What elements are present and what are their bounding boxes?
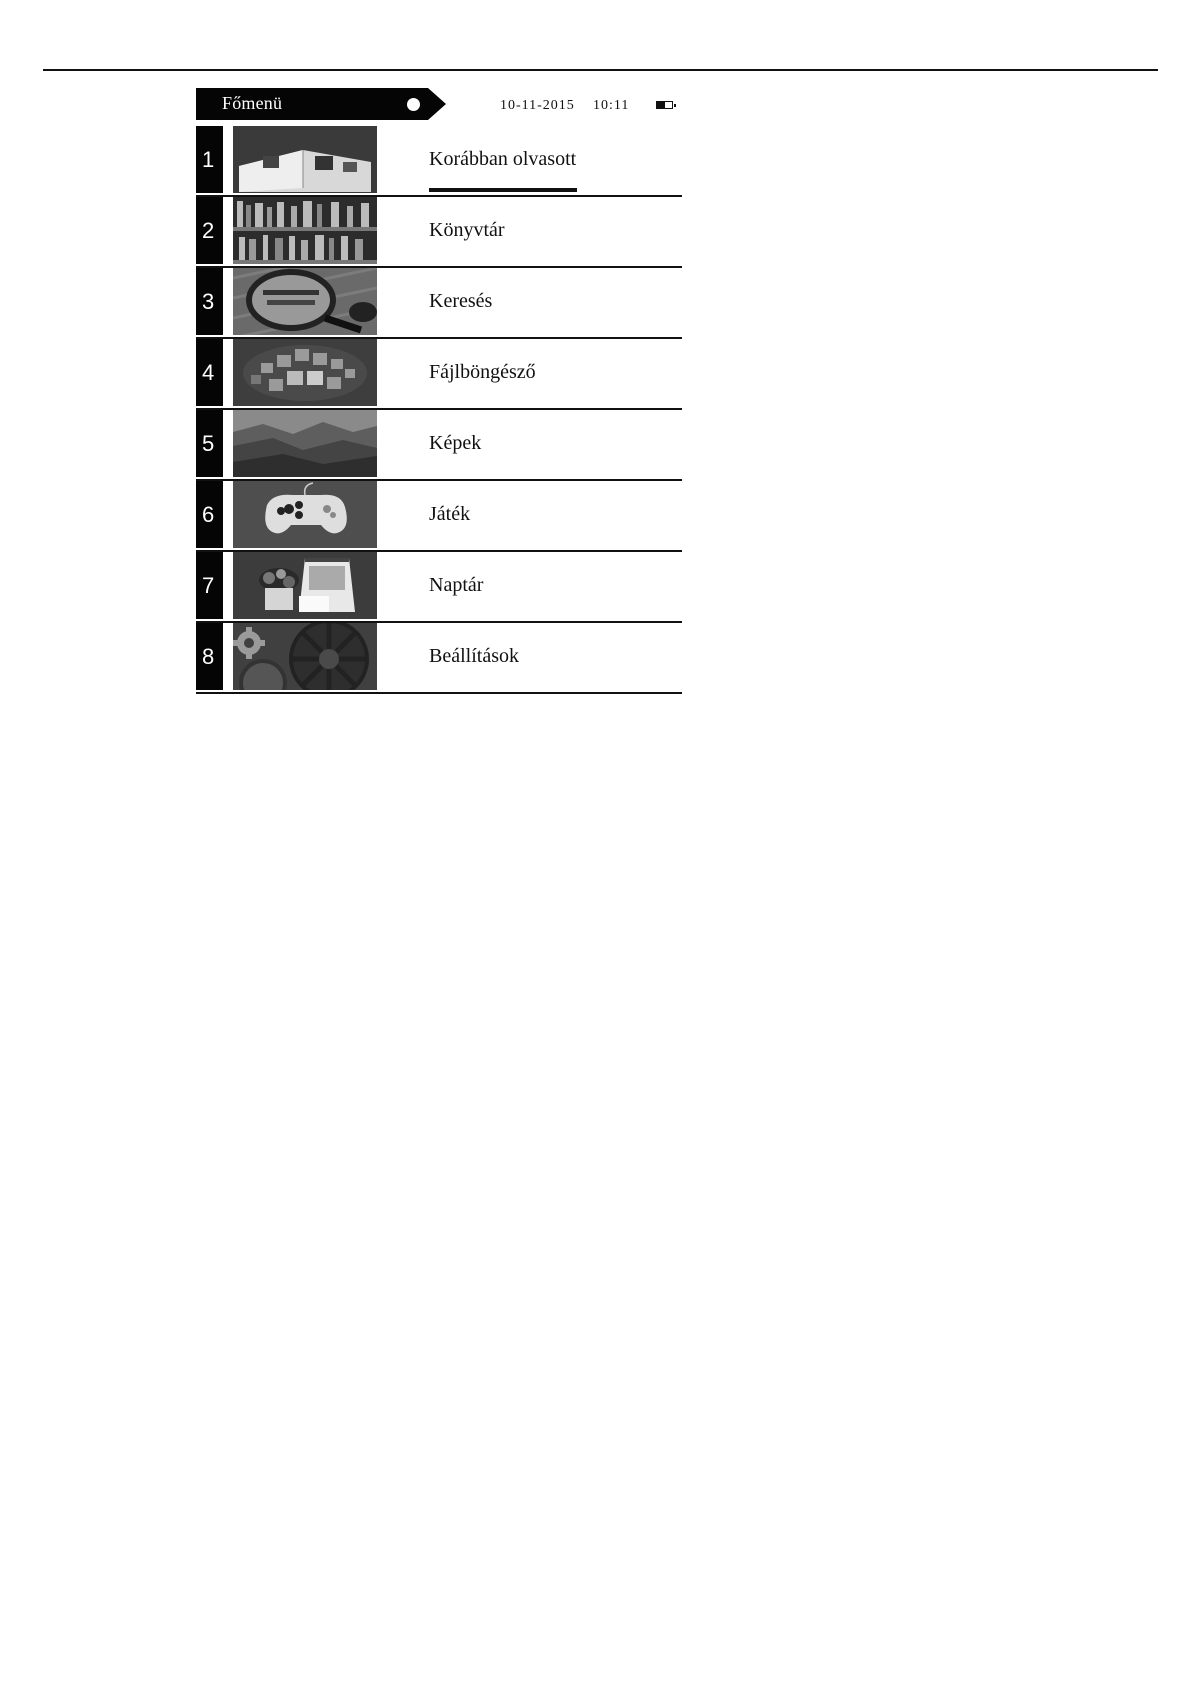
battery-nub [674,104,677,107]
menu-item-label: Fájlböngésző [429,361,536,383]
battery-fill [657,102,665,108]
page-top-rule [43,69,1158,71]
menu-item-settings[interactable] [196,623,682,694]
gamepad-icon [233,481,377,548]
open-book-icon [233,126,377,193]
calendar-icon [233,552,377,619]
menu-item-number: 1 [196,126,223,193]
menu-item-file-browser[interactable] [196,339,682,410]
status-dot-icon [407,98,420,111]
main-menu [196,126,682,694]
file-tiles-icon [233,339,377,406]
menu-item-label: Játék [429,503,471,525]
menu-item-label: Képek [429,432,482,454]
menu-item-label: Könyvtár [429,219,505,241]
menu-item-number: 4 [196,339,223,406]
menu-item-label: Korábban olvasott [429,148,577,170]
menu-item-number: 8 [196,623,223,690]
menu-item-label: Beállítások [429,645,519,667]
menu-item-number: 2 [196,197,223,264]
menu-item-recently-read[interactable] [196,126,682,197]
gears-icon [233,623,377,690]
bookshelf-icon [233,197,377,264]
time-display: 10:11 [593,98,630,113]
menu-item-number: 6 [196,481,223,548]
menu-item-game[interactable] [196,481,682,552]
ereader-screen [196,88,682,669]
landscape-icon [233,410,377,477]
status-header [196,88,682,122]
menu-item-number: 7 [196,552,223,619]
menu-item-number: 3 [196,268,223,335]
menu-item-number: 5 [196,410,223,477]
page-title: Főmenü [222,93,283,113]
menu-item-pictures[interactable] [196,410,682,481]
battery-icon [656,101,673,109]
menu-item-calendar[interactable] [196,552,682,623]
menu-item-library[interactable] [196,197,682,268]
menu-item-search[interactable] [196,268,682,339]
magnifier-icon [233,268,377,335]
selection-underline [429,188,577,192]
menu-item-label: Keresés [429,290,493,312]
menu-item-label: Naptár [429,574,484,596]
date-display: 10-11-2015 [500,98,575,113]
